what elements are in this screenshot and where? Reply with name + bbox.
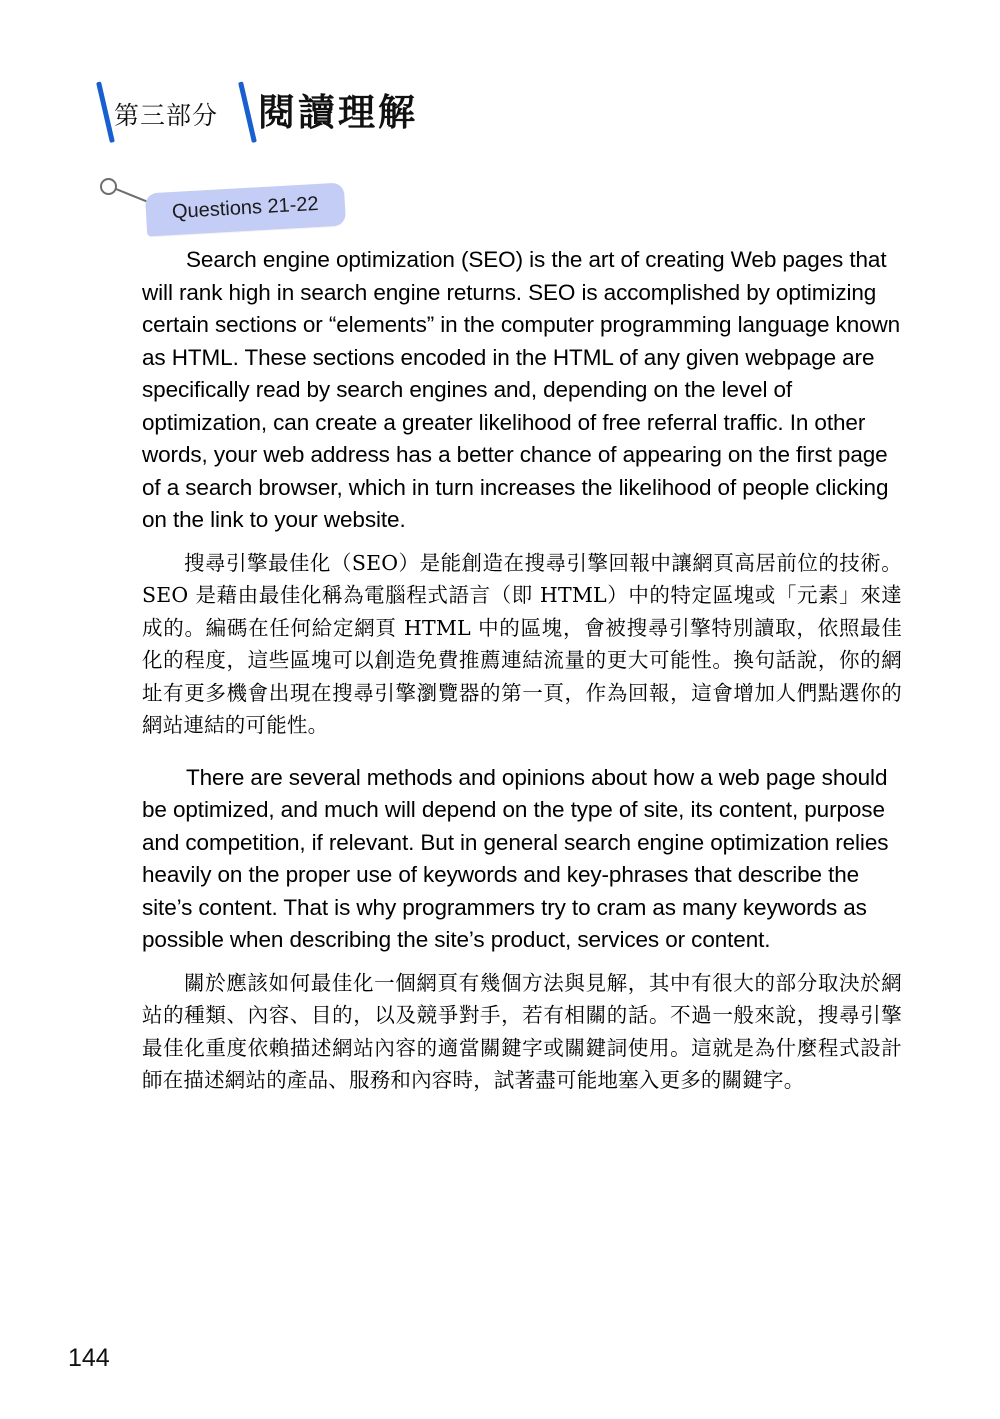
question-range-label: Questions 21-22 [171, 192, 320, 224]
passage-paragraph-zh-2: 關於應該如何最佳化一個網頁有幾個方法與見解，其中有很大的部分取決於網站的種類、內容、目的，以及競爭對手，若有相關的話。不過一般來說，搜尋引擎最佳化重度依賴描述網站內容的適當關鍵字或關鍵詞使用。這就是為什麼程式設計師在描述網站的產品、服務和內容時，試著盡可能地塞入更多的關鍵字。 [142, 970, 902, 1092]
passage-body [142, 244, 902, 1111]
page-number: 144 [68, 1344, 110, 1372]
passage-paragraph-zh-1: 搜尋引擎最佳化（SEO）是能創造在搜尋引擎回報中讓網頁高居前位的技術。SEO 是藉由最佳化稱為電腦程式語言（即 HTML）中的特定區塊或「元素」來達成的。編碼在任何給定網頁 HTML 中的區塊，會被搜尋引擎特別讀取，依照最佳化的程度，這些區塊可以創造免費推薦連結流量的更大可能性。換句話說，你的網址有更多機會出現在搜尋引擎瀏覽器的第一頁，作為回報，這會增加人們點選你的網站連結的可能性。 [142, 550, 902, 737]
page-header [88, 78, 508, 144]
part-label: 第三部分 [114, 101, 219, 130]
pin-head-icon [100, 178, 117, 195]
accent-slash-left-icon [96, 81, 115, 143]
question-badge-group [98, 176, 438, 238]
passage-paragraph-en-2: There are several methods and opinions about how a web page should be optimized, and much will depend on the type of site, its content, purpose and competition, if relevant. But in general search engine optimization relies heavily on the proper use of keywords and key-phrases that describe the site’s content. That is why programmers try to cram as many keywords as possible when describing the site’s product, services or content. [142, 764, 889, 952]
part-title: 閱讀理解 [258, 91, 418, 134]
question-range-badge [145, 182, 346, 236]
passage-paragraph-en-1: Search engine optimization (SEO) is the art of creating Web pages that will rank high in search engine returns. SEO is accomplished by optimizing certain sections or “elements” in the computer programming language known as HTML. These sections encoded in the HTML of any given webpage are specifically read by search engines and, depending on the level of optimization, can create a greater likelihood of free referral traffic. In other words, your web address has a better chance of appearing on the first page of a search browser, which in turn increases the likelihood of people clicking on the link to your website. [142, 247, 901, 532]
accent-slash-right-icon [238, 81, 257, 143]
